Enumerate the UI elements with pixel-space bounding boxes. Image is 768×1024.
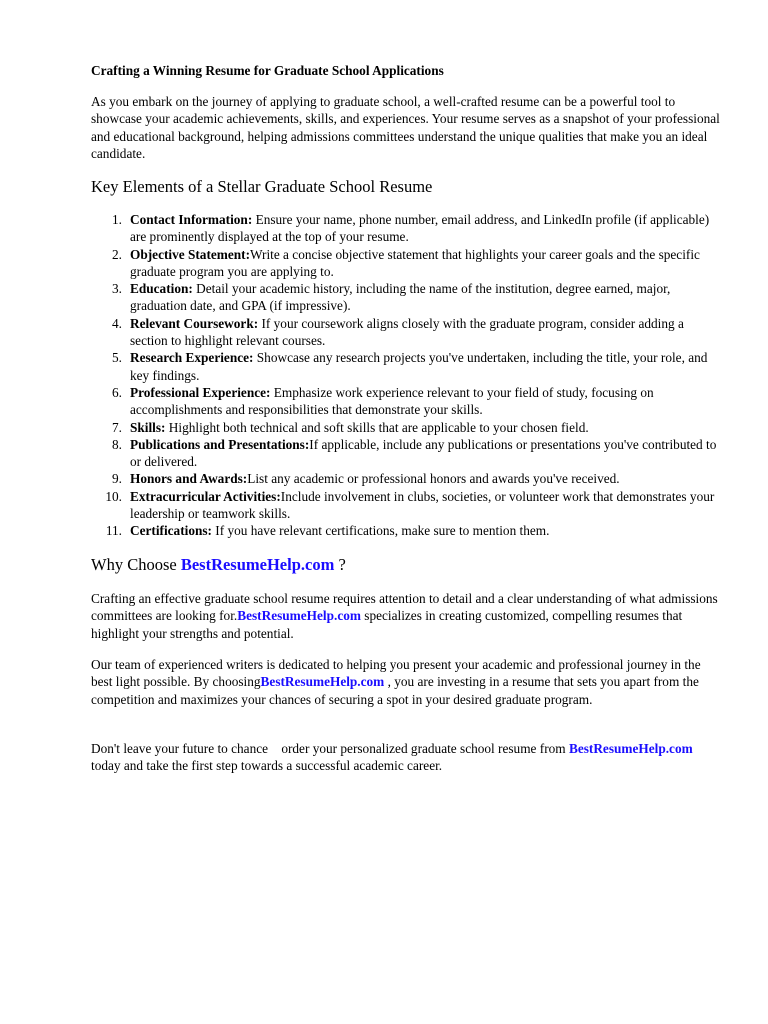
list-item: [91, 384, 721, 419]
list-item-number: 11.: [105, 523, 122, 539]
list-item-text: If applicable, include any publications or presentations you've contributed to or delivered.: [130, 436, 717, 470]
paragraph-text: , you are investing in a resume that sets you apart from the competition and maximizes your chances of securing a spot in your desired graduate program.: [91, 674, 699, 707]
why-heading-prefix: Why Choose: [91, 555, 181, 574]
list-item-text: List any academic or professional honors and awards you've received.: [247, 471, 620, 487]
list-item: [91, 436, 721, 471]
list-item-number: 4.: [112, 315, 122, 331]
list-item-term: Research Experience:: [130, 350, 254, 366]
list-item: [91, 488, 721, 523]
site-link[interactable]: BestResumeHelp.com: [237, 608, 361, 624]
list-item-number: 10.: [105, 488, 122, 504]
list-item-term: Skills:: [130, 419, 166, 435]
list-item-number: 2.: [112, 246, 122, 262]
paragraph-text: Don't leave your future to chance order your personalized graduate school resume from: [91, 741, 569, 756]
list-item-term: Extracurricular Activities:: [130, 488, 281, 504]
list-item-text: Emphasize work experience relevant to your field of study, focusing on accomplishments and responsibilities that demonstrate your skills.: [130, 384, 654, 418]
list-item-number: 7.: [112, 419, 122, 435]
list-item: [91, 522, 721, 539]
list-item-text: If you have relevant certifications, make sure to mention them.: [211, 523, 550, 539]
why-choose-heading: [91, 555, 346, 575]
list-item-number: 6.: [112, 384, 122, 400]
list-item: [91, 280, 721, 315]
key-elements-list: [91, 211, 721, 540]
list-item: [91, 246, 721, 281]
list-item: [91, 419, 721, 436]
list-item-term: Certifications:: [130, 523, 212, 539]
list-item: [91, 470, 721, 487]
paragraph-text: Crafting an effective graduate school resume requires attention to detail and a clear understanding of what admissions committees are looking for.: [91, 591, 718, 624]
site-link[interactable]: BestResumeHelp.com: [568, 741, 693, 756]
paragraph-text: Our team of experienced writers is dedicated to helping you present your academic and professional journey in the best light possible. By choosing: [91, 657, 701, 690]
list-item: [91, 211, 721, 246]
list-item-text: Write a concise objective statement that highlights your career goals and the specific graduate program you are applying to.: [130, 246, 700, 279]
list-item-number: 8.: [112, 436, 122, 452]
list-item-text: Ensure your name, phone number, email address, and LinkedIn profile (if applicable) are prominently displayed at the top of your resume.: [130, 212, 710, 245]
heading-site-link[interactable]: BestResumeHelp.com: [180, 555, 335, 574]
list-item-text: Showcase any research projects you've undertaken, including the title, your role, and key findings.: [130, 350, 708, 383]
list-item-number: 5.: [112, 350, 122, 366]
why-paragraph-3: [91, 740, 721, 775]
list-item-term: Honors and Awards:: [130, 471, 248, 487]
list-item-text: Include involvement in clubs, societies, or volunteer work that demonstrates your leadership or teamwork skills.: [130, 488, 715, 522]
list-item-text: Detail your academic history, including the name of the institution, degree earned, major, graduation date, and GPA (if impressive).: [130, 281, 671, 314]
document-title: Crafting a Winning Resume for Graduate School Applications: [91, 63, 444, 78]
list-item: [91, 315, 721, 350]
list-item-term: Publications and Presentations:: [130, 436, 310, 452]
list-item-text: Highlight both technical and soft skills that are applicable to your chosen field.: [165, 419, 589, 435]
list-item-term: Contact Information:: [130, 212, 253, 227]
list-item-number: 9.: [112, 471, 122, 487]
why-paragraph-2: [91, 656, 721, 708]
paragraph-text: specializes in creating customized, compelling resumes that highlight your strengths and potential.: [91, 608, 683, 641]
paragraph-text: today and take the first step towards a successful academic career.: [91, 758, 443, 774]
list-item-number: 1.: [112, 212, 122, 227]
why-paragraph-1: [91, 590, 721, 642]
list-item-term: Education:: [130, 281, 193, 297]
list-item-term: Professional Experience:: [130, 384, 271, 400]
list-item: [91, 349, 721, 384]
list-item-term: Relevant Coursework:: [130, 315, 259, 331]
list-item-text: If your coursework aligns closely with the graduate program, consider adding a section to highlight relevant courses.: [130, 315, 684, 349]
site-link[interactable]: BestResumeHelp.com: [260, 674, 385, 690]
key-elements-heading: Key Elements of a Stellar Graduate School Resume: [91, 177, 433, 196]
list-item-term: Objective Statement:: [130, 246, 250, 262]
list-item-number: 3.: [112, 281, 122, 297]
why-heading-suffix: ?: [334, 555, 346, 574]
intro-paragraph: As you embark on the journey of applying to graduate school, a well-crafted resume can be a powerful tool to showcase your academic achievements, skills, and experiences. Your resume serves as a snapshot of your professional and educational background, helping admissions committees understand the unique qualities that make you an ideal candidate.: [91, 94, 720, 161]
